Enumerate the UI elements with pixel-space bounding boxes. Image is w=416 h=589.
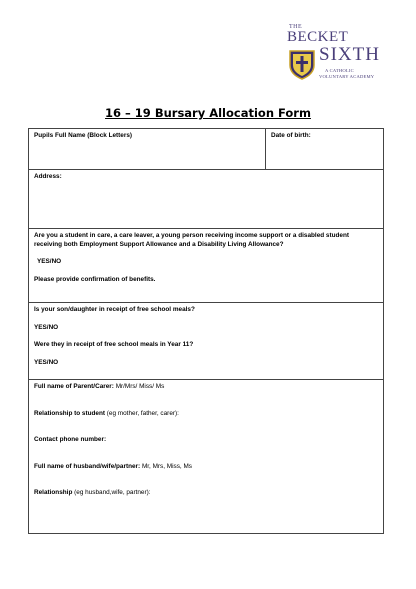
relationship-hint: (eg mother, father, carer): (106, 409, 179, 417)
address-cell[interactable] (29, 169, 383, 228)
logo-the: THE (289, 24, 303, 30)
partner-relationship-line (34, 489, 378, 498)
dob-label: Date of birth: (271, 132, 311, 139)
meals-year11-yesno[interactable]: YES/NO (34, 358, 59, 366)
dob-cell[interactable] (266, 129, 383, 169)
relationship-label: Relationship to student (34, 409, 106, 417)
pupil-name-label: Pupils Full Name (Block Letters) (34, 132, 133, 139)
logo-academy: VOLUNTARY ACADEMY (319, 74, 375, 79)
logo-becket: BECKET (287, 29, 349, 45)
meals-yesno[interactable]: YES/NO (34, 323, 59, 331)
page-title: 16 – 19 Bursary Allocation Form (105, 106, 311, 120)
parent-name-options: Mr/Mrs/ Miss/ Ms (115, 383, 165, 390)
free-meals-cell[interactable] (29, 302, 383, 379)
partner-relationship-hint: (eg husband,wife, partner): (74, 489, 151, 497)
pupil-name-cell[interactable] (29, 129, 266, 169)
parent-details-cell[interactable] (29, 379, 383, 533)
care-yesno[interactable]: YES/NO (37, 258, 62, 266)
row-name-dob (29, 129, 383, 169)
relationship-line (34, 410, 378, 419)
parent-name-line (34, 383, 378, 392)
logo-catholic: A CATHOLIC (325, 68, 354, 73)
care-status-cell[interactable] (29, 228, 383, 302)
meals-question: Is your son/daughter in receipt of free school meals? (34, 306, 195, 313)
partner-name-line (34, 463, 378, 472)
partner-relationship-label: Relationship (34, 489, 73, 497)
meals-year11-question: Were they in receipt of free school meals in Year 11? (34, 341, 194, 349)
care-confirmation: Please provide confirmation of benefits. (34, 275, 156, 283)
care-question: Are you a student in care, a care leaver, a young person receiving income support or a disabled student receiving both Employment Support Allowance and a Disability Living Allowance? (34, 232, 350, 248)
school-logo (281, 24, 387, 90)
shield-icon (289, 50, 315, 80)
bursary-form (28, 128, 384, 534)
address-label: Address: (34, 173, 62, 180)
parent-name-label: Full name of Parent/Carer: (34, 383, 114, 390)
partner-name-options: Mr, Mrs, Miss, Ms (141, 462, 193, 470)
logo-sixth: SIXTH (319, 44, 380, 65)
phone-label: Contact phone number: (34, 436, 107, 444)
partner-name-label: Full name of husband/wife/partner: (34, 462, 141, 470)
